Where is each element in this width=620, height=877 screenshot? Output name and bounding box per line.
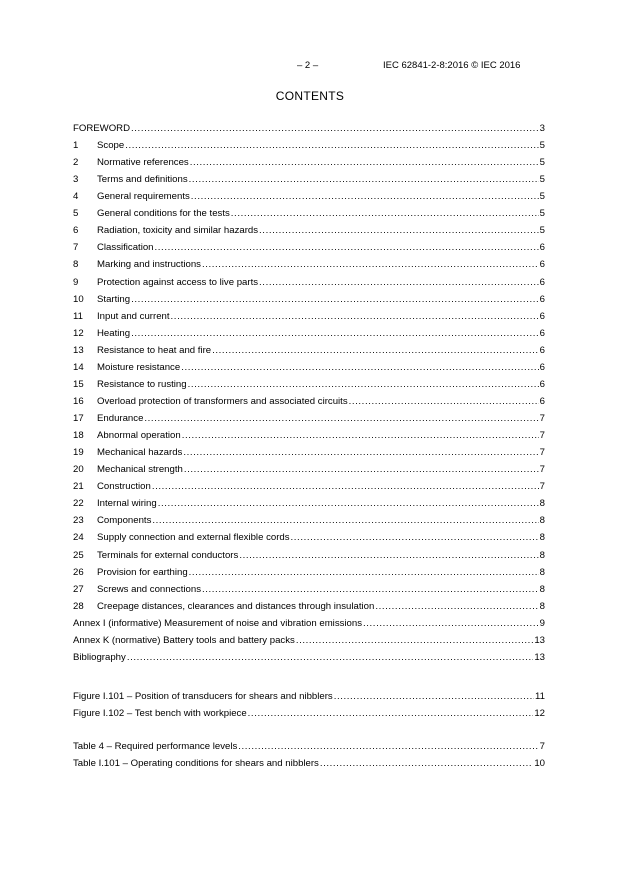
- toc-entry-page: 6: [539, 361, 545, 373]
- toc-entry-number: 16: [73, 395, 84, 407]
- toc-entry-label: Internal wiring: [97, 498, 157, 510]
- toc-entry-number: 14: [73, 361, 84, 373]
- dot-leader: [131, 328, 539, 340]
- toc-entry-page: 7: [539, 430, 545, 442]
- toc-entry-label: Annex I (informative) Measurement of noise and vibration emissions: [73, 617, 363, 629]
- toc-entry-label: Protection against access to live parts: [97, 276, 259, 288]
- dot-leader: [231, 208, 539, 220]
- dot-leader: [259, 277, 539, 289]
- toc-entry[interactable]: [73, 327, 545, 340]
- toc-entry-page: 6: [539, 327, 545, 339]
- dot-leader: [349, 396, 539, 408]
- toc-entry[interactable]: [73, 446, 545, 459]
- toc-entry-label: Radiation, toxicity and similar hazards: [97, 225, 259, 237]
- toc-entry-page: 6: [539, 293, 545, 305]
- dot-leader: [171, 311, 539, 323]
- dot-leader: [131, 294, 539, 306]
- document-reference: IEC 62841-2-8:2016 © IEC 2016: [383, 60, 521, 71]
- dot-leader: [152, 515, 538, 527]
- toc-entry[interactable]: [73, 224, 545, 237]
- toc-entry-number: 9: [73, 276, 79, 288]
- toc-entry-page: 7: [539, 464, 545, 476]
- toc-entry-page: 6: [539, 259, 545, 271]
- toc-entry-number: 8: [73, 259, 79, 271]
- toc-entry-label: Resistance to heat and fire: [97, 344, 212, 356]
- toc-entry-number: 15: [73, 378, 84, 390]
- toc-entry-page: 5: [539, 157, 545, 169]
- dot-leader: [188, 379, 539, 391]
- toc-entry-label: Table 4 – Required performance levels: [73, 741, 238, 752]
- toc-entry-number: 5: [73, 208, 79, 220]
- dot-leader: [202, 259, 539, 271]
- toc-entry-label: Figure I.101 – Position of transducers for shears and nibblers: [73, 691, 333, 702]
- toc-entry[interactable]: [73, 531, 545, 544]
- dot-leader: [190, 157, 539, 169]
- toc-entry[interactable]: [73, 276, 545, 289]
- toc-entry-page: 8: [539, 498, 545, 510]
- toc-entry[interactable]: [73, 173, 545, 186]
- toc-entry-page: 5: [539, 225, 545, 237]
- toc-entry-label: Classification: [97, 242, 154, 254]
- toc-entry-label: Input and current: [97, 310, 170, 322]
- toc-entry-label: Mechanical strength: [97, 464, 183, 476]
- toc-entry-number: 3: [73, 174, 79, 186]
- dot-leader: [296, 635, 534, 647]
- toc-entry-number: 28: [73, 600, 84, 612]
- toc-entry-page: 6: [539, 242, 545, 254]
- dot-leader: [181, 362, 538, 374]
- toc-entry-page: 6: [539, 395, 545, 407]
- toc-entry-label: Screws and connections: [97, 583, 201, 595]
- toc-entry-number: 12: [73, 327, 84, 339]
- toc-entry[interactable]: [73, 480, 545, 493]
- toc-entry[interactable]: [73, 617, 545, 630]
- toc-entry-label: Terminals for external conductors: [97, 549, 239, 561]
- toc-entry[interactable]: [73, 378, 545, 391]
- toc-entry-number: 21: [73, 481, 84, 493]
- toc-entry-number: 19: [73, 447, 84, 459]
- toc-entry[interactable]: [73, 497, 545, 510]
- toc-entry-number: 7: [73, 242, 79, 254]
- toc-entry-page: 5: [539, 191, 545, 203]
- toc-entry-label: Supply connection and external flexible cords: [97, 532, 290, 544]
- dot-leader: [189, 567, 539, 579]
- dot-leader: [131, 123, 539, 135]
- page-number: – 2 –: [297, 60, 319, 71]
- dot-leader: [125, 140, 538, 152]
- dot-leader: [191, 191, 539, 203]
- dot-leader: [152, 481, 539, 493]
- toc-entry-page: 11: [535, 691, 545, 702]
- toc-entry-number: 20: [73, 464, 84, 476]
- toc-entry-label: Endurance: [97, 413, 144, 425]
- toc-entry-number: 26: [73, 566, 84, 578]
- toc-entry-label: General requirements: [97, 191, 190, 203]
- toc-entry[interactable]: [73, 190, 545, 203]
- toc-entry[interactable]: [73, 207, 545, 220]
- toc-entry-label: FOREWORD: [73, 123, 131, 134]
- toc-entry-label: Table I.101 – Operating conditions for shears and nibblers: [73, 758, 319, 769]
- dot-leader: [158, 498, 539, 510]
- toc-entry-page: 3: [539, 123, 545, 134]
- dot-leader: [239, 550, 538, 562]
- toc-entry-label: Heating: [97, 327, 131, 339]
- toc-entry-label: Normative references: [97, 157, 189, 169]
- dot-leader: [238, 741, 538, 753]
- toc-entry[interactable]: [73, 707, 545, 720]
- toc-entry-page: 7: [539, 481, 545, 493]
- toc-entry[interactable]: [73, 600, 545, 613]
- toc-entry-page: 8: [539, 549, 545, 561]
- toc-entry-page: 6: [539, 310, 545, 322]
- toc-entry-page: 6: [539, 344, 545, 356]
- toc-entry-label: Annex K (normative) Battery tools and battery packs: [73, 634, 295, 646]
- toc-entry-page: 5: [539, 140, 545, 152]
- toc-entry[interactable]: [73, 549, 545, 562]
- page-title: CONTENTS: [275, 89, 345, 103]
- dot-leader: [320, 758, 533, 770]
- dot-leader: [127, 652, 534, 664]
- toc-entry[interactable]: [73, 514, 545, 527]
- toc-entry-label: Scope: [97, 140, 125, 152]
- toc-entry-number: 27: [73, 583, 84, 595]
- toc-entry-label: Provision for earthing: [97, 566, 188, 578]
- toc-entry[interactable]: [73, 429, 545, 442]
- toc-entry[interactable]: [73, 757, 545, 770]
- toc-entry-number: 10: [73, 293, 84, 305]
- toc-entry-page: 7: [539, 741, 545, 752]
- toc-entry-number: 4: [73, 191, 79, 203]
- dot-leader: [189, 174, 539, 186]
- toc-entry[interactable]: [73, 361, 545, 374]
- toc-entry-page: 6: [539, 378, 545, 390]
- toc-entry-label: General conditions for the tests: [97, 208, 230, 220]
- toc-entry-label: Terms and definitions: [97, 174, 188, 186]
- dot-leader: [183, 447, 538, 459]
- toc-entry-number: 11: [73, 310, 83, 322]
- toc-entry-label: Bibliography: [73, 651, 126, 663]
- toc-entry[interactable]: [73, 566, 545, 579]
- toc-entry[interactable]: [73, 310, 545, 323]
- dot-leader: [212, 345, 539, 357]
- toc-entry-label: Moisture resistance: [97, 361, 181, 373]
- toc-entry-number: 22: [73, 498, 84, 510]
- toc-entry[interactable]: [73, 122, 545, 135]
- toc-entry-label: Overload protection of transformers and associated circuits: [97, 395, 348, 407]
- dot-leader: [184, 464, 539, 476]
- toc-entry-page: 8: [539, 532, 545, 544]
- toc-entry-number: 23: [73, 515, 84, 527]
- toc-entry[interactable]: [73, 634, 545, 647]
- toc-entry-page: 12: [534, 708, 545, 719]
- toc-entry-page: 8: [539, 600, 545, 612]
- toc-entry[interactable]: [73, 583, 545, 596]
- toc-entry[interactable]: [73, 344, 545, 357]
- toc-entry-page: 7: [539, 447, 545, 459]
- toc-entry[interactable]: [73, 241, 545, 254]
- toc-entry[interactable]: [73, 156, 545, 169]
- toc-entry-page: 8: [539, 583, 545, 595]
- toc-entry-label: Mechanical hazards: [97, 447, 183, 459]
- toc-entry-label: Abnormal operation: [97, 430, 181, 442]
- toc-entry-label: Construction: [97, 481, 151, 493]
- toc-entry-page: 9: [539, 617, 545, 629]
- toc-entry-label: Figure I.102 – Test bench with workpiece: [73, 708, 247, 719]
- toc-entry-page: 10: [534, 758, 545, 769]
- toc-entry-number: 24: [73, 532, 84, 544]
- toc-entry[interactable]: [73, 412, 545, 425]
- toc-entry[interactable]: [73, 293, 545, 306]
- toc-entry[interactable]: [73, 395, 545, 408]
- toc-entry-number: 1: [73, 140, 79, 152]
- dot-leader: [334, 691, 534, 703]
- toc-entry-page: 6: [539, 276, 545, 288]
- toc-entry[interactable]: [73, 463, 545, 476]
- toc-entry-page: 8: [539, 566, 545, 578]
- dot-leader: [182, 430, 539, 442]
- toc-entry-page: 13: [534, 651, 545, 663]
- dot-leader: [291, 532, 539, 544]
- dot-leader: [248, 708, 534, 720]
- dot-leader: [375, 601, 538, 613]
- toc-entry-number: 17: [73, 413, 84, 425]
- toc-entry-label: Marking and instructions: [97, 259, 201, 271]
- toc-entry[interactable]: [73, 139, 545, 152]
- toc-entry-number: 6: [73, 225, 79, 237]
- toc-entry[interactable]: [73, 651, 545, 664]
- toc-entry-number: 25: [73, 549, 84, 561]
- dot-leader: [155, 242, 539, 254]
- toc-entry-number: 13: [73, 344, 84, 356]
- toc-entry-page: 8: [539, 515, 545, 527]
- toc-entry[interactable]: [73, 740, 545, 753]
- toc-entry[interactable]: [73, 258, 545, 271]
- toc-entry-label: Resistance to rusting: [97, 378, 187, 390]
- toc-entry-number: 2: [73, 157, 79, 169]
- toc-entry[interactable]: [73, 690, 545, 703]
- dot-leader: [363, 618, 539, 630]
- toc-entry-page: 5: [539, 174, 545, 186]
- dot-leader: [259, 225, 539, 237]
- toc-entry-page: 7: [539, 413, 545, 425]
- toc-entry-number: 18: [73, 430, 84, 442]
- toc-entry-page: 5: [539, 208, 545, 220]
- dot-leader: [202, 584, 539, 596]
- toc-entry-label: Creepage distances, clearances and distances through insulation: [97, 600, 375, 612]
- dot-leader: [144, 413, 538, 425]
- toc-entry-page: 13: [534, 634, 545, 646]
- toc-entry-label: Components: [97, 515, 152, 527]
- toc-entry-label: Starting: [97, 293, 131, 305]
